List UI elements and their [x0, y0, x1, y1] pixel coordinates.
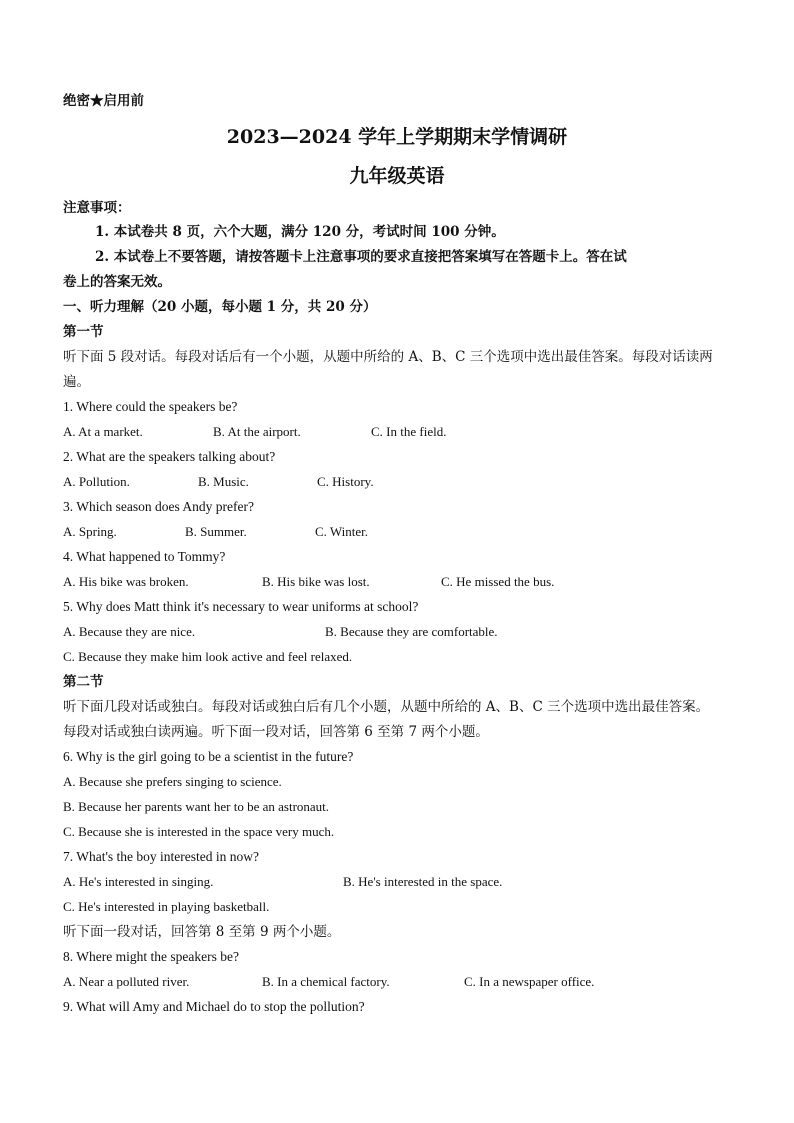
notes-item: 2. 本试卷上不要答题，请按答题卡上注意事项的要求直接把答案填写在答题卡上。答在试 [95, 249, 627, 265]
section1-instruction: 听下面 5 段对话。每段对话后有一个小题，从题中所给的 A、B、C 三个选项中选出最佳答案。每段对话读两 [63, 349, 713, 365]
option-c: C. In the field. [371, 424, 447, 439]
option-b: B. Music. [198, 474, 249, 489]
option-a: A. Because they are nice. [63, 624, 196, 639]
option-a: A. Near a polluted river. [63, 974, 190, 989]
option-b: B. Summer. [185, 524, 247, 539]
option-a: A. He's interested in singing. [63, 874, 214, 889]
question-text: 1. Where could the speakers be? [63, 399, 238, 414]
option-b: B. At the airport. [213, 424, 301, 439]
question-text: 4. What happened to Tommy? [63, 549, 226, 564]
notes-item: 卷上的答案无效。 [63, 274, 171, 290]
option-c: C. Because they make him look active and feel relaxed. [63, 649, 353, 664]
question-text: 6. Why is the girl going to be a scientist in the future? [63, 749, 354, 764]
section2-heading: 第二节 [63, 674, 104, 690]
section1-heading: 第一节 [63, 324, 104, 340]
option-c: C. History. [317, 474, 374, 489]
exam-title: 2023—2024 学年上学期期末学情调研 [226, 126, 568, 148]
option-c: C. Because she is interested in the space very much. [63, 824, 335, 839]
question-text: 3. Which season does Andy prefer? [63, 499, 254, 514]
option-a: A. Because she prefers singing to science. [63, 774, 282, 789]
option-c: C. He missed the bus. [441, 574, 555, 589]
option-a: A. Spring. [63, 524, 117, 539]
part1-heading: 一、听力理解（20 小题，每小题 1 分，共 20 分） [63, 299, 377, 315]
option-a: A. His bike was broken. [63, 574, 189, 589]
exam-subtitle: 九年级英语 [349, 165, 445, 187]
option-b: B. Because her parents want her to be an astronaut. [63, 799, 330, 814]
option-b: B. He's interested in the space. [343, 874, 503, 889]
question-text: 2. What are the speakers talking about? [63, 449, 276, 464]
question-text: 9. What will Amy and Michael do to stop the pollution? [63, 999, 365, 1014]
section2-sub-instruction: 听下面一段对话，回答第 8 至第 9 两个小题。 [63, 924, 341, 940]
section2-instruction: 听下面几段对话或独白。每段对话或独白后有几个小题，从题中所给的 A、B、C 三个选项中选出最佳答案。 [63, 699, 710, 715]
question-text: 5. Why does Matt think it's necessary to wear uniforms at school? [63, 599, 419, 614]
section1-instruction: 遍。 [63, 374, 90, 390]
confidential-stamp: 绝密★启用前 [63, 93, 144, 109]
section2-instruction: 每段对话或独白读两遍。听下面一段对话，回答第 6 至第 7 两个小题。 [63, 724, 489, 740]
option-c: C. In a newspaper office. [464, 974, 595, 989]
option-b: B. His bike was lost. [262, 574, 370, 589]
question-text: 8. Where might the speakers be? [63, 949, 239, 964]
option-a: A. At a market. [63, 424, 143, 439]
option-a: A. Pollution. [63, 474, 130, 489]
option-c: C. Winter. [315, 524, 369, 539]
option-c: C. He's interested in playing basketball. [63, 899, 270, 914]
option-b: B. In a chemical factory. [262, 974, 390, 989]
notes-item: 1. 本试卷共 8 页，六个大题，满分 120 分，考试时间 100 分钟。 [95, 224, 505, 240]
notes-heading: 注意事项： [63, 200, 131, 216]
question-text: 7. What's the boy interested in now? [63, 849, 260, 864]
option-b: B. Because they are comfortable. [325, 624, 498, 639]
